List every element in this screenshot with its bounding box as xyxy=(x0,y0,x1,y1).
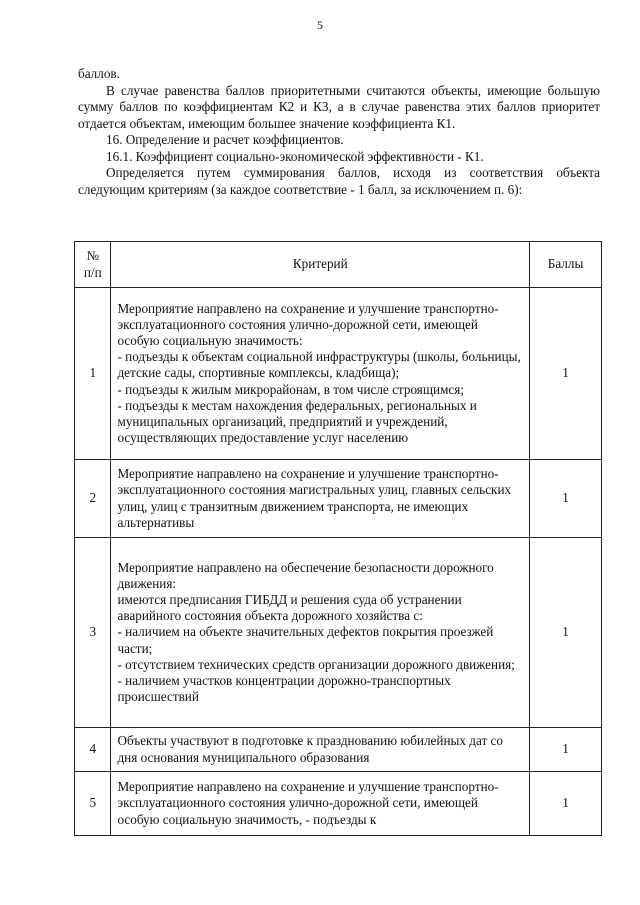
row-criterion xyxy=(111,288,530,460)
criterion-line: - наличием участков концентрации дорожно-транспортных происшествий xyxy=(117,673,451,705)
row-points: 1 xyxy=(530,538,602,728)
criterion-line: - подъезды к жилым микрорайонам, в том числе строящимся; xyxy=(117,381,465,397)
paragraph-definition: Определяется путем суммирования баллов, исходя из соответствия объекта следующим критериям (за каждое соответствие - 1 балл, за исключением п. 6): xyxy=(78,165,600,197)
table-row xyxy=(75,772,602,836)
criterion-line: Мероприятие направлено на сохранение и улучшение транспортно-эксплуатационного состояния улично-дорожной сети, имеющей особую социальную значимость: xyxy=(117,300,499,348)
row-points: 1 xyxy=(530,288,602,460)
section-heading-16-1: 16.1. Коэффициент социально-экономической эффективности - К1. xyxy=(106,148,484,164)
row-criterion xyxy=(111,772,530,836)
criterion-line: имеются предписания ГИБДД и решения суда об устранении аварийного состояния объекта дорожного хозяйства с: xyxy=(117,591,462,624)
row-points: 1 xyxy=(530,728,602,772)
body-text xyxy=(78,66,600,198)
row-number: 1 xyxy=(75,288,111,460)
criterion-line: Мероприятие направлено на сохранение и улучшение транспортно-эксплуатационного состояния улично-дорожной сети, имеющей особую социальную значимость, - подъезды к xyxy=(117,779,499,827)
paragraph-tie-rule: В случае равенства баллов приоритетными считаются объекты, имеющие большую сумму баллов по коэффициентам К2 и К3, а в случае равенства этих баллов приоритет отдается объектам, имеющим большее значение коэффициента К1. xyxy=(78,82,600,131)
table-row xyxy=(75,538,602,728)
row-number: 5 xyxy=(75,772,111,836)
row-points: 1 xyxy=(530,460,602,538)
criterion-line: - подъезды к местам нахождения федеральных, региональных и муниципальных организаций, предприятий и учреждений, осуществляющих предоставление услуг населению xyxy=(117,397,477,446)
paragraph-continuation: баллов. xyxy=(78,66,120,81)
section-heading-16: 16. Определение и расчет коэффициентов. xyxy=(106,132,344,147)
table-row xyxy=(75,460,602,538)
criterion-line: Объекты участвуют в подготовке к празднованию юбилейных дат со дня основания муниципального образования xyxy=(117,733,504,765)
row-number: 4 xyxy=(75,728,111,772)
table-header-row xyxy=(75,242,602,288)
header-points: Баллы xyxy=(530,242,602,288)
row-criterion xyxy=(111,728,530,772)
row-criterion xyxy=(111,460,530,538)
row-number: 3 xyxy=(75,538,111,728)
page-number: 5 xyxy=(317,18,323,32)
criterion-line: - подъезды к объектам социальной инфраструктуры (школы, больницы, детские сады, спортивные комплексы, кладбища); xyxy=(117,349,521,381)
criterion-line: - отсутствием технических средств организации дорожного движения; xyxy=(117,656,515,672)
criterion-line: - наличием на объекте значительных дефектов покрытия проезжей части; xyxy=(117,624,494,656)
criterion-line: Мероприятие направлено на обеспечение безопасности дорожного движения: xyxy=(117,559,494,591)
header-criterion: Критерий xyxy=(111,242,530,288)
table-row xyxy=(75,288,602,460)
header-number: № п/п xyxy=(75,242,111,288)
row-criterion xyxy=(111,538,530,728)
row-points: 1 xyxy=(530,772,602,836)
criterion-line: Мероприятие направлено на сохранение и улучшение транспортно-эксплуатационного состояния магистральных улиц, главных сельских улиц, улиц с транзитным движением транспорта, не имеющих альтернативы xyxy=(117,466,512,530)
row-number: 2 xyxy=(75,460,111,538)
table-row xyxy=(75,728,602,772)
criteria-table xyxy=(74,241,602,836)
